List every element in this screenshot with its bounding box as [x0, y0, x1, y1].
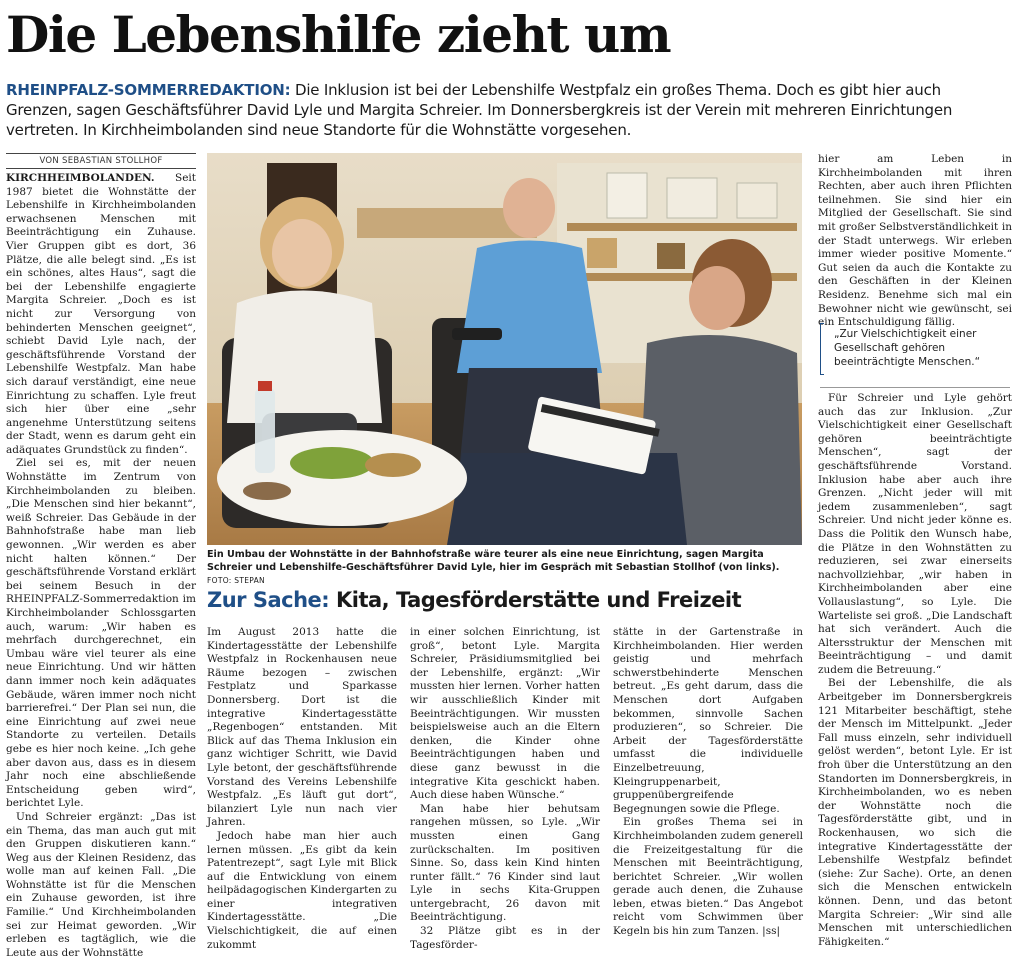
paragraph: Im August 2013 hatte die Kindertagesstätte der Lebenshilfe Westpfalz in Rockenhausen neue Räume bezogen – zwischen Festplatz und Sparkasse Donnersberg. Dort ist die integrative Kindertagesstätte „Regenbogen“ entstanden. Mit Blick auf das Thema Inklusion ein ganz wichtiger Schritt, wie David Lyle betont, der geschäftsführende Vorstand des Vereins Lebenshilfe Westpfalz. „Es läuft gut dort“, bilanziert Lyle nun nach vier Jahren.: [207, 626, 397, 829]
lead-kicker: RHEINPFALZ-SOMMERREDAKTION:: [6, 81, 291, 99]
paragraph: in einer solchen Einrichtung, ist groß“, betont Lyle. Margita Schreier, Präsidiumsmitglied bei der Lebenshilfe, ergänzt: „Wir mussten hier lernen. Vorher hatten wir ausschließlich Kinder mit Beeinträchtigungen. Wir mussten beispielsweise auch an die Eltern denken, die Kinder ohne Beeinträchtigungen haben und diese ganz bewusst in die integrative Kita geschickt haben. Auch diese haben Wünsche.“: [410, 626, 600, 802]
photo-caption: [207, 548, 802, 587]
paragraph: 32 Plätze gibt es in der Tagesförder-: [410, 925, 600, 951]
lead-paragraph: [6, 80, 1006, 140]
sidebar-title: Kita, Tagesförderstätte und Freizeit: [329, 588, 742, 612]
photo-credit: FOTO: STEPAN: [207, 576, 265, 585]
divider: [820, 387, 1010, 388]
quote-bracket: [820, 323, 824, 375]
lead-text: Die Inklusion ist bei der Lebenshilfe Westpfalz ein großes Thema. Doch es gibt hier auch Grenzen, sagen Geschäftsführer David Lyle und Margita Schreier. Im Donnersbergkreis ist der Verein mit mehreren Einrichtungen vertreten. In Kirchheimbolanden sind neue Standorte für die Wohnstätte vorgesehen.: [6, 81, 953, 139]
dateline: KIRCHHEIMBOLANDEN.: [6, 172, 155, 184]
paragraph: Man habe hier behutsam rangehen müssen, so Lyle. „Wir mussten einen Gang zurückschalten. Im positiven Sinne. So, dass kein Kind hinten runter fällt.“ 76 Kinder sind laut Lyle in sechs Kita-Gruppen untergebracht, 26 davon mit Beeinträchtigung.: [410, 802, 600, 924]
paragraph: Ziel sei es, mit der neuen Wohnstätte im Zentrum von Kirchheimbolanden zu bleiben. „Die Menschen sind hier bekannt“, weiß Schreier. Das Gebäude in der Bahnhofstraße habe man lieb gewonnen. „Wir werden es aber nicht halten können.“ Der geschäftsführende Vorstand erklärt bei seinem Besuch in der RHEINPFALZ-Sommerredaktion im Kirchheimbolander Schlossgarten auch, warum: „Wir haben es mehrfach durchgerechnet, ein Umbau wäre viel teurer als eine neue Einrichtung. Und wir hätten dann immer noch kein adäquates Gebäude, wären immer noch nicht barrierefrei.“ Der Plan sei nun, die eine Einrichtung auf zwei neue Standorte zu verteilen. Details gebe es hier noch keine. „Ich gehe aber davon aus, dass es in diesem Jahr noch eine abschließende Entscheidung geben wird“, berichtet Lyle.: [6, 457, 196, 810]
paragraph: KIRCHHEIMBOLANDEN. Seit 1987 bietet die Wohnstätte der Lebenshilfe in Kirchheimbolanden erwachsenen Menschen mit Beeinträchtigung ein Zuhause. Vier Gruppen gibt es dort, 36 Plätze, die alle belegt sind. „Es ist ein schönes, altes Haus“, sagt die bei der Lebenshilfe engagierte Margita Schreier. „Doch es ist nicht zur Versorgung von behinderten Menschen geeignet“, schiebt David Lyle nach, der geschäftsführende Vorstand der Lebenshilfe Westpfalz. Man habe sich darauf verständigt, eine neue Einrichtung zu schaffen. Lyle freut sich hier über eine „sehr angenehme Unterstützung seitens der Stadt, wenn es darum geht ein adäquates Grundstück zu finden“.: [6, 172, 196, 456]
paragraph: Bei der Lebenshilfe, die als Arbeitgeber im Donnersbergkreis 121 Mitarbeiter beschäftigt, stehe der Mensch im Mittelpunkt. „Jeder Fall muss einzeln, sehr individuell gelöst werden“, betont Lyle. Er ist froh über die Unterstützung an den Standorten im Donnersbergkreis, in Kirchheimbolanden, wo es neben der Wohnstätte noch die Tagesförderstätte gibt, und in Rockenhausen, wo sich die integrative Kindertagesstätte der Lebenshilfe Westpfalz befindet (siehe: Zur Sache). Orte, an denen sich die Menschen entwickeln können. Denn, und das betont Margita Schreier: „Wir sind alle Menschen mit unterschiedlichen Fähigkeiten.“: [818, 677, 1012, 948]
article-column-1: [6, 172, 196, 959]
paragraph: stätte in der Gartenstraße in Kirchheimbolanden. Hier werden geistig und mehrfach schwerstbehinderte Menschen betreut. „Es geht darum, dass die Menschen dort Aufgaben bekommen, sinnvolle Sachen produzieren“, so Schreier. Die Arbeit der Tagesförderstätte umfasst die individuelle Einzelbetreuung, Kleingruppenarbeit, gruppenübergreifende Begegnungen sowie die Pflege.: [613, 626, 803, 815]
paragraph: Für Schreier und Lyle gehört auch das zur Inklusion. „Zur Vielschichtigkeit einer Gesellschaft gehören beeinträchtigte Menschen“, sagt der geschäftsführende Vorstand. Inklusion habe aber auch ihre Grenzen. „Nicht jeder will mit jedem zusammenleben“, sagt Schreier. Und nicht jeder könne es. Dass die Politik den Wunsch habe, die Plätze in den Wohnstätten zu reduzieren, sei zwar einerseits nachvollziehbar, „wir haben in Kirchheimbolanden aber eine Vollauslastung“, so Lyle. Die Warteliste sei groß. „Die Landschaft hat sich verändert. Auch die Altersstruktur der Menschen mit Beeinträchtigung – und damit zudem die Betreuung.“: [818, 392, 1012, 676]
paragraph: hier am Leben in Kirchheimbolanden mit ihren Rechten, aber auch ihren Pflichten teilnehmen. Sie sind hier ein Mitglied der Gesellschaft. Sie sind mit großer Selbstverständlichkeit in der Stadt unterwegs. Wir erleben immer wieder positive Momente.“ Gut seien da auch die Kontakte zu den Geschäften in der Kleinen Residenz. Benehme sich mal ein Bewohner nicht wie gewünscht, sei ein Entschuldigung fällig.: [818, 153, 1012, 329]
sidebar-heading: [207, 586, 802, 614]
author-signature: |ss|: [758, 925, 781, 938]
sidebar-column-2: [410, 626, 600, 951]
quote-text: „Zur Vielschichtigkeit einer Gesellschaft gehören beeinträchtigte Menschen.“: [834, 328, 981, 368]
sidebar-column-1: [207, 626, 397, 951]
paragraph: Ein großes Thema sei in Kirchheimbolanden zudem generell die Freizeitgestaltung für die Menschen mit Beeinträchtigung, berichtet Schreier. „Wir wollen gerade auch denen, die Zuhause leben, etwas bieten.“ Das Angebot reicht vom Schwimmen über Kegeln bis hin zum Tanzen. |ss|: [613, 816, 803, 938]
byline: VON SEBASTIAN STOLLHOF: [6, 153, 196, 169]
headline: Die Lebenshilfe zieht um: [6, 5, 671, 64]
sidebar-kicker: Zur Sache:: [207, 588, 330, 612]
caption-text: Ein Umbau der Wohnstätte in der Bahnhofstraße wäre teurer als eine neue Einrichtung, sagen Margita Schreier und Lebenshilfe-Geschäftsführer David Lyle, hier im Gespräch mit Sebastian Stollhof (von links).: [207, 549, 780, 573]
article-column-4-bottom: [818, 392, 1012, 948]
paragraph: Und Schreier ergänzt: „Das ist ein Thema, das man auch gut mit den Gruppen diskutieren kann.“ Weg aus der Kleinen Residenz, das wolle man auf keinen Fall. „Die Wohnstätte ist für die Menschen ein Zuhause geworden, ist ihre Familie.“ Und Kirchheimbolanden sei zur Heimat geworden. „Wir erleben es tagtäglich, wie die Leute aus der Wohnstätte: [6, 810, 196, 959]
photo-illustration: [207, 153, 802, 545]
pull-quote: [820, 323, 1010, 369]
sidebar-column-3: [613, 626, 803, 938]
article-photo: [207, 153, 802, 545]
article-column-4-top: [818, 153, 1012, 329]
paragraph: Jedoch habe man hier auch lernen müssen. „Es gibt da kein Patentrezept“, sagt Lyle mit Blick auf die Entwicklung von einem heilpädagogischen Kindergarten zu einer integrativen Kindertagesstätte. „Die Vielschichtigkeit, die auf einen zukommt: [207, 829, 397, 951]
